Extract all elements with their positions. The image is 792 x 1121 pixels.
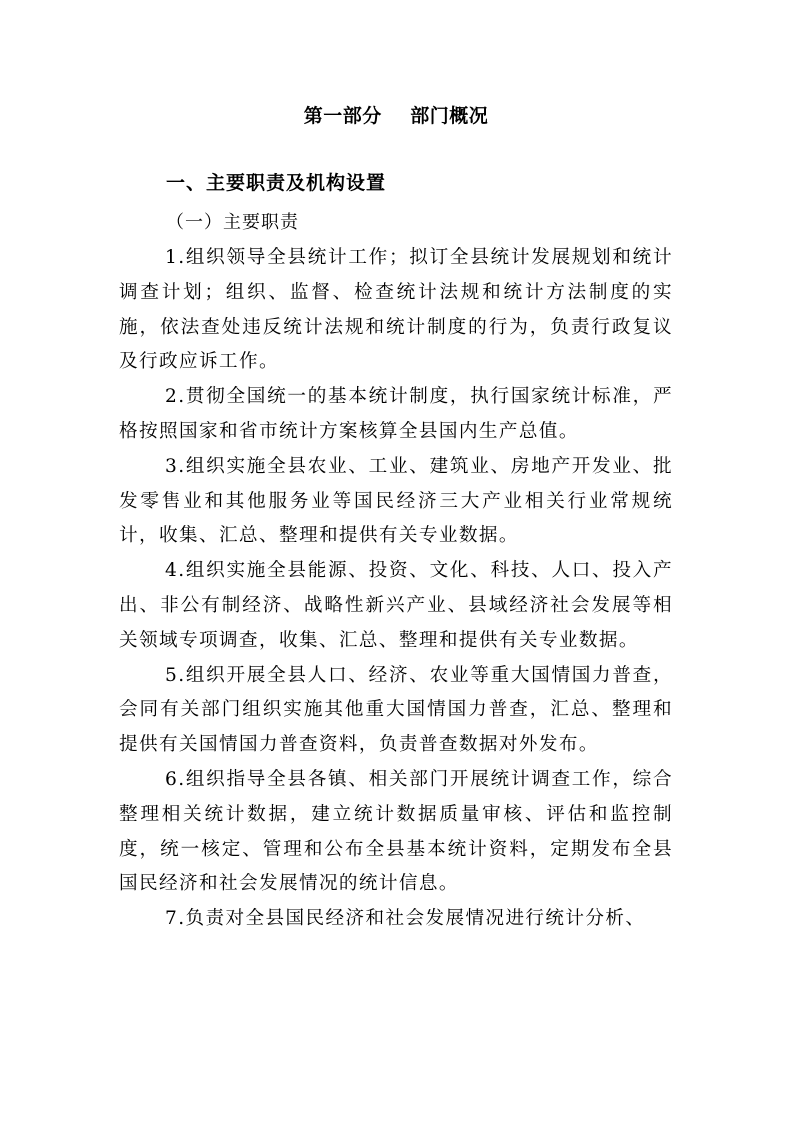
paragraph-duty-1: 1.组织领导全县统计工作；拟订全县统计发展规划和统计调查计划；组织、监督、检查统计法规和统计方法制度的实施，依法查处违反统计法规和统计制度的行为，负责行政复议及行政应诉工作。 (119, 247, 673, 373)
paragraph-duty-2: 2.贯彻全国统一的基本统计制度，执行国家统计标准，严格按照国家和省市统计方案核算全县国内生产总值。 (119, 386, 673, 442)
section-heading: 一、主要职责及机构设置 (166, 172, 387, 194)
paragraph-duty-3: 3.组织实施全县农业、工业、建筑业、房地产开发业、批发零售业和其他服务业等国民经济三大产业相关行业常规统计，收集、汇总、整理和提供有关专业数据。 (119, 455, 673, 547)
body-text (119, 241, 673, 937)
subsection-heading: （一）主要职责 (166, 212, 299, 233)
paragraph-duty-7: 7.负责对全县国民经济和社会发展情况进行统计分析、 (165, 908, 646, 930)
paragraph-duty-4: 4.组织实施全县能源、投资、文化、科技、人口、投入产出、非公有制经济、战略性新兴产业、县域经济社会发展等相关领域专项调查，收集、汇总、整理和提供有关专业数据。 (119, 560, 673, 651)
page-title: 第一部分 部门概况 (303, 105, 489, 127)
paragraph-duty-6: 6.组织指导全县各镇、相关部门开展统计调查工作，综合整理相关统计数据，建立统计数据质量审核、评估和监控制度，统一核定、管理和公布全县基本统计资料，定期发布全县国民经济和社会发展情况的统计信息。 (119, 768, 673, 895)
paragraph-duty-5: 5.组织开展全县人口、经济、农业等重大国情国力普查，会同有关部门组织实施其他重大国情国力普查，汇总、整理和提供有关国情国力普查资料，负责普查数据对外发布。 (119, 664, 673, 756)
